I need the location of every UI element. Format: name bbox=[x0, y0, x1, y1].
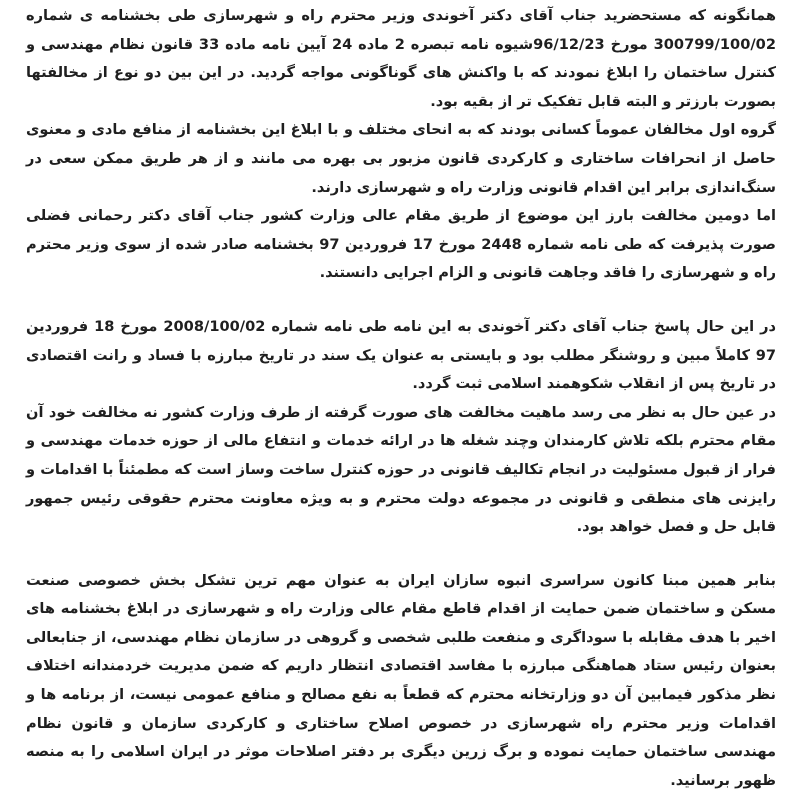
letter-body bbox=[26, 2, 776, 795]
section-1 bbox=[26, 2, 776, 288]
paragraph-second-opposition: اما دومین مخالفت بارز این موضوع از طریق مقام عالی وزارت کشور جناب آقای دکتر رحمانی فضلی صورت پذیرفت که طی نامه شماره 2448 مورخ 17 فروردین 97 بخشنامه صادر شده از سوی وزیر محترم راه و شهرسازی را فاقد وجاهت قانونی و الزام اجرایی دانستند. bbox=[26, 207, 776, 282]
section-3 bbox=[26, 567, 776, 795]
paragraph-nature-of-opposition: در عین حال به نظر می رسد ماهیت مخالفت های صورت گرفته از طرف وزارت کشور نه مخالفت خود آن مقام محترم بلکه تلاش کارمندان وچند شغله ها در ارائه خدمات و انتفاع مالی از حوزه خدمات مهندسی و فرار از قبول مسئولیت در انجام تکالیف قانونی در حوزه کنترل ساخت وساز است که مطمئناً با اقدامات و رایزنی های منطقی و قانونی در مجموعه دولت محترم و به ویژه معاونت محترم حقوقی رئیس جمهور قابل حل و فصل خواهد بود. bbox=[26, 403, 776, 536]
paragraph-circular-announcement: همانگونه که مستحضرید جناب آقای دکتر آخوندی وزیر محترم راه و شهرسازی طی بخشنامه ی شماره 300799/100/02 مورخ 96/12/23شیوه نامه تبصره 2 ماده 24 آیین نامه ماده 33 قانون نظام مهندسی و کنترل ساختمان را ابلاغ نمودند که با واکنش های گوناگونی مواجه گردید. در این بین دو نوع از مخالفتها بصورت بارزتر و البته قابل تفکیک تر از بقیه بود. bbox=[26, 7, 776, 110]
paragraph-minister-response: در این حال پاسخ جناب آقای دکتر آخوندی به این نامه طی نامه شماره 2008/100/02 مورخ 18 فروردین 97 کاملاً مبین و روشنگر مطلب بود و بایستی به عنوان یک سند در تاریخ مبارزه با فساد و رانت اقتصادی در تاریخ پس از انقلاب شکوهمند اسلامی ثبت گردد. bbox=[26, 317, 776, 393]
section-2 bbox=[26, 313, 776, 542]
paragraph-first-opponents: گروه اول مخالفان عموماً کسانی بودند که به انحای مختلف و با ابلاغ این بخشنامه از منافع مادی و معنوی حاصل از انحرافات ساختاری و کارکردی قانون مزبور بی بهره می مانند و از هر طریق ممکن سعی در سنگ‌اندازی برابر این اقدام قانونی وزارت راه و شهرسازی دارند. bbox=[26, 121, 776, 196]
paragraph-request-to-head: بنابر همین مبنا کانون سراسری انبوه سازان ایران به عنوان مهم ترین تشکل بخش خصوصی صنعت مسکن و ساختمان ضمن حمایت از اقدام قاطع مقام عالی وزارت راه و شهرسازی در ابلاغ بخشنامه های اخیر با هدف مقابله با سوداگری و منفعت طلبی شخصی و گروهی در سازمان نظام مهندسی، از جنابعالی بعنوان رئیس ستاد هماهنگی مبارزه با مفاسد اقتصادی انتظار داریم که ضمن مدیریت خردمندانه اختلاف نظر مذکور فیمابین آن دو وزارتخانه محترم که قطعاً به نفع مصالح و منافع عمومی نیست، از برنامه ها و اقدامات وزیر محترم راه شهرسازی در خصوص اصلاح ساختاری و کارکردی سازمان و قانون نظام مهندسی ساختمان حمایت نموده و برگ زرین دیگری بر دفتر اصلاحات موثر در ایران اسلامی را به منصه ظهور برسانید. bbox=[26, 571, 776, 789]
